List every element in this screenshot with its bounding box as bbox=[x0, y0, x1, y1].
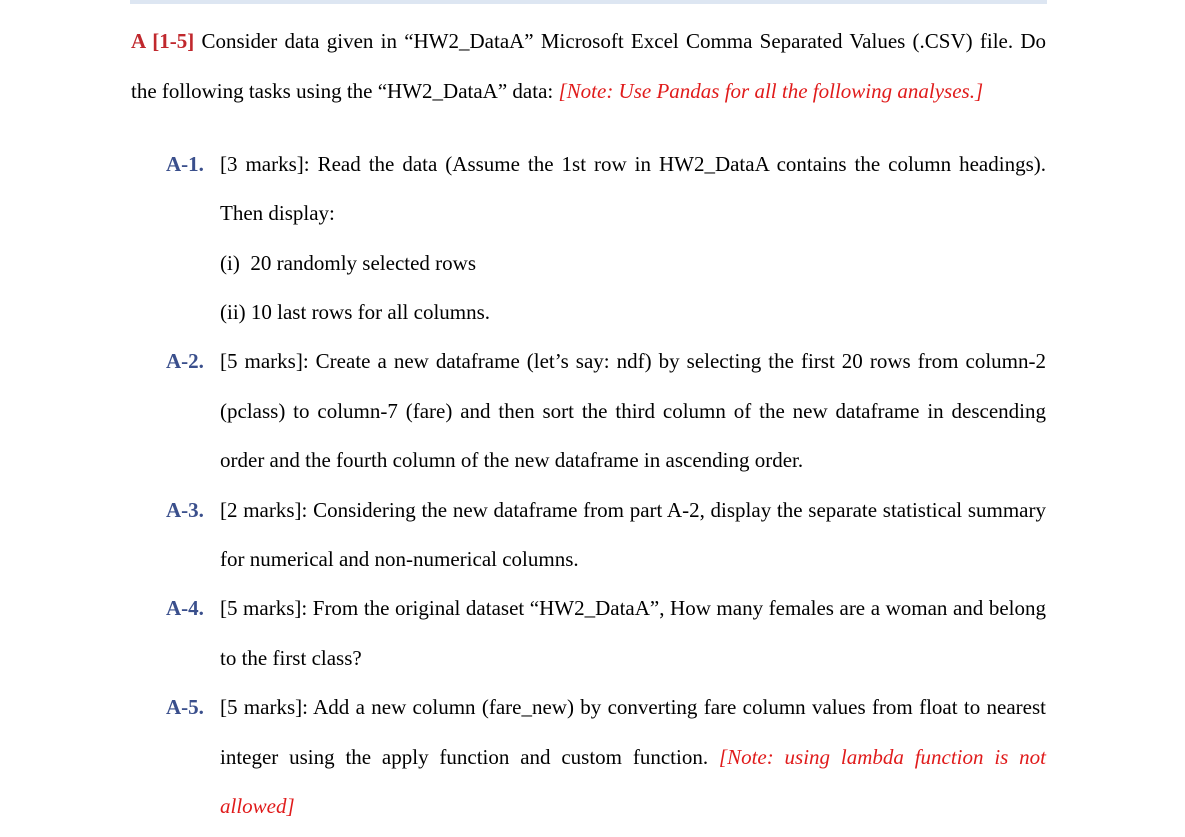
intro-line-1 bbox=[131, 28, 1046, 54]
intro-note: [Note: Use Pandas for all the following analyses.] bbox=[558, 79, 984, 103]
question-number-a1: A-1. bbox=[166, 152, 204, 176]
question-a5-line2-text: integer using the apply function and custom function. bbox=[220, 745, 719, 769]
question-a2-line-3: order and the fourth column of the new dataframe in ascending order. bbox=[220, 448, 804, 472]
question-a2-line-2: (pclass) to column-7 (fare) and then sort the third column of the new dataframe in descending bbox=[220, 399, 1046, 423]
question-a1-line-2: Then display: bbox=[220, 201, 335, 225]
intro-line1-text: Consider data given in “HW2_DataA” Microsoft Excel Comma Separated Values (.CSV) file. Do bbox=[194, 29, 1046, 53]
question-number-a2: A-2. bbox=[166, 349, 204, 373]
question-a4-line-1: [5 marks]: From the original dataset “HW2_DataA”, How many females are a woman and belong bbox=[220, 596, 1046, 620]
question-a3-line-2: for numerical and non-numerical columns. bbox=[220, 547, 579, 571]
question-a5-line-1: [5 marks]: Add a new column (fare_new) by converting fare column values from float to nearest bbox=[220, 695, 1046, 719]
question-a4-line-2: to the first class? bbox=[220, 646, 362, 670]
question-a5-line-2 bbox=[220, 744, 1046, 770]
question-a2-line-1: [5 marks]: Create a new dataframe (let’s say: ndf) by selecting the first 20 rows from column-2 bbox=[220, 349, 1046, 373]
question-a3-line-1: [2 marks]: Considering the new dataframe from part A-2, display the separate statistical summary bbox=[220, 498, 1046, 522]
question-a1-subitem-2: (ii) 10 last rows for all columns. bbox=[220, 300, 491, 324]
question-a5-note: [Note: using lambda function is not bbox=[718, 745, 1046, 769]
intro-line-2 bbox=[131, 78, 983, 104]
question-number-a3: A-3. bbox=[166, 498, 204, 522]
page-top-rule bbox=[130, 0, 1047, 4]
question-number-a5: A-5. bbox=[166, 695, 204, 719]
question-a1-subitem-1: (i) 20 randomly selected rows bbox=[220, 251, 477, 275]
intro-line2-text: the following tasks using the “HW2_DataA” data: bbox=[131, 79, 559, 103]
question-number-a4: A-4. bbox=[166, 596, 204, 620]
question-a1-line-1: [3 marks]: Read the data (Assume the 1st row in HW2_DataA contains the column headings). bbox=[220, 152, 1046, 176]
question-a5-note-end: allowed] bbox=[220, 794, 295, 818]
intro-label: A [1-5] bbox=[131, 29, 195, 53]
